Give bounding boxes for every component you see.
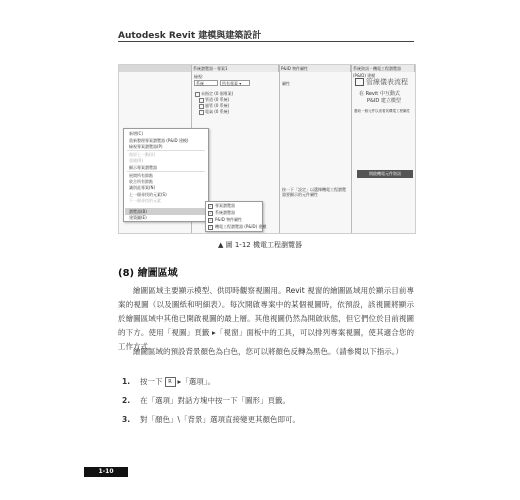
menu-item[interactable]: 上一個尋找的元素(S) [129,192,167,197]
page-number: 1-10 [84,467,128,477]
submenu-item[interactable]: ✓ 專案瀏覽器 [209,203,235,208]
menu-item[interactable]: 展開所有節點 [129,173,153,178]
filter-right-select[interactable]: 所有專案 ▾ [220,80,250,86]
column-divider [351,65,352,233]
menu-item[interactable]: 復原上一動(U) [129,152,156,157]
check-icon: ✓ [209,224,212,229]
menu-item[interactable]: 檢視專案瀏覽器(P) [129,144,163,149]
menu-item[interactable]: 重新整理專案瀏覽器 (P&ID 建模) [129,138,189,143]
menu-item[interactable]: 重做(R) [129,158,143,163]
submenu-item[interactable]: ✓ 機電工程瀏覽器 (P&ID) 建模 [209,224,267,229]
context-menu [123,128,209,222]
pid-icon [355,78,364,86]
menu-item[interactable]: 收合所有節點 [129,179,153,184]
props-note: 按一下「設定」以選擇機電工程瀏覽器要顯示的元件屬性 [282,187,346,197]
filter-left-select[interactable]: 系統 [194,80,218,86]
menu-item[interactable]: 下一個尋找的元素 [129,198,161,203]
step-1: 1. 按一下 R ▸「選項」。 [122,377,216,386]
tree-item[interactable]: 未指定 (0 個專案) [195,91,233,97]
column-divider [279,65,280,233]
mep-heading: 管線儀表流程 [355,77,408,87]
step-2: 2. 在「選項」對話方塊中按一下「圖形」頁籤。 [122,396,290,405]
menu-item[interactable]: 識別此專案(N) [129,185,156,190]
mep-line-2: 在 Revit 中互動式 [359,91,400,97]
check-icon: ✓ [209,203,212,208]
tree-item[interactable]: 風管 (0 系統) [199,103,229,109]
browser-submenu [205,201,267,232]
submenu-item[interactable]: ✓ P&ID 物件屬性 [209,217,243,222]
open-mep-info-button[interactable]: 開啟機電元件資訊 [357,170,413,178]
menu-separator [127,150,205,151]
menu-separator [127,171,205,172]
check-icon: ✓ [209,217,212,222]
r-menu-icon: R [165,377,176,387]
check-icon: ✓ [209,210,212,215]
tree-item[interactable]: 管道 (0 系統) [199,97,229,103]
figure-screenshot [118,64,416,234]
header-rule [118,41,414,42]
pid-props-title: P&ID 物件屬性 [279,65,351,72]
expand-icon [199,110,204,115]
paragraph: 繪圖區域的預設背景顏色為白色，您可以將顏色反轉為黑色。（請參閱以下指示。） [133,347,403,356]
step-3: 3. 對「顏色」\「背景」選項直接變更其顏色即可。 [122,415,301,424]
expand-icon [195,92,200,97]
mep-info-title: 系統資訊 - 機電工程瀏覽器 (P&ID) 建模 [351,65,415,72]
expand-icon [199,98,204,103]
mep-note: 選取一個元件以查看其機電工程屬性 [354,109,410,113]
paragraph: 繪圖區域主要顯示模型、供即時觀察視圖用。Revit 視窗的繪圖區域用於顯示目前專案的視圖（以及圖紙和明細表）。每次開啟專案中的某個視圖時，依預設，該視圖將顯示於繪圖區域中其他已開啟視圖的最上層。其他視圖仍然為開啟狀態，但它們位於目前視圖的下方。使用「視圖」頁籤 ▸「視窗」面板中的工具，可以排列專案視圖，使其適合您的工作方式。 [118,286,414,351]
menu-item[interactable]: 顯示專案瀏覽器 [129,165,157,170]
figure-caption: ▲ 圖 1-12 機電工程瀏覽器 [218,241,302,249]
running-header: Autodesk Revit 建模與建築設計 [118,31,262,41]
submenu-item[interactable]: ✓ 系統瀏覽器 [209,210,235,215]
tree-item[interactable]: 電氣 (0 系統) [199,109,229,115]
expand-icon [199,104,204,109]
menu-item-browser[interactable]: 瀏覽器(B) [129,209,147,214]
caret-up-icon: ▲ [218,241,226,249]
menu-item[interactable]: 建築圖(E) [129,215,147,220]
props-label: 屬性 [282,81,290,86]
system-browser-title: 系統瀏覽器 - 專案1 [191,65,279,72]
filter-label: 檢視: [194,74,204,79]
section-title: (8) 繪圖區域 [118,268,178,279]
mep-line-3: P&ID 建立模型 [367,98,401,104]
menu-item[interactable]: 新增(C) [129,131,143,136]
